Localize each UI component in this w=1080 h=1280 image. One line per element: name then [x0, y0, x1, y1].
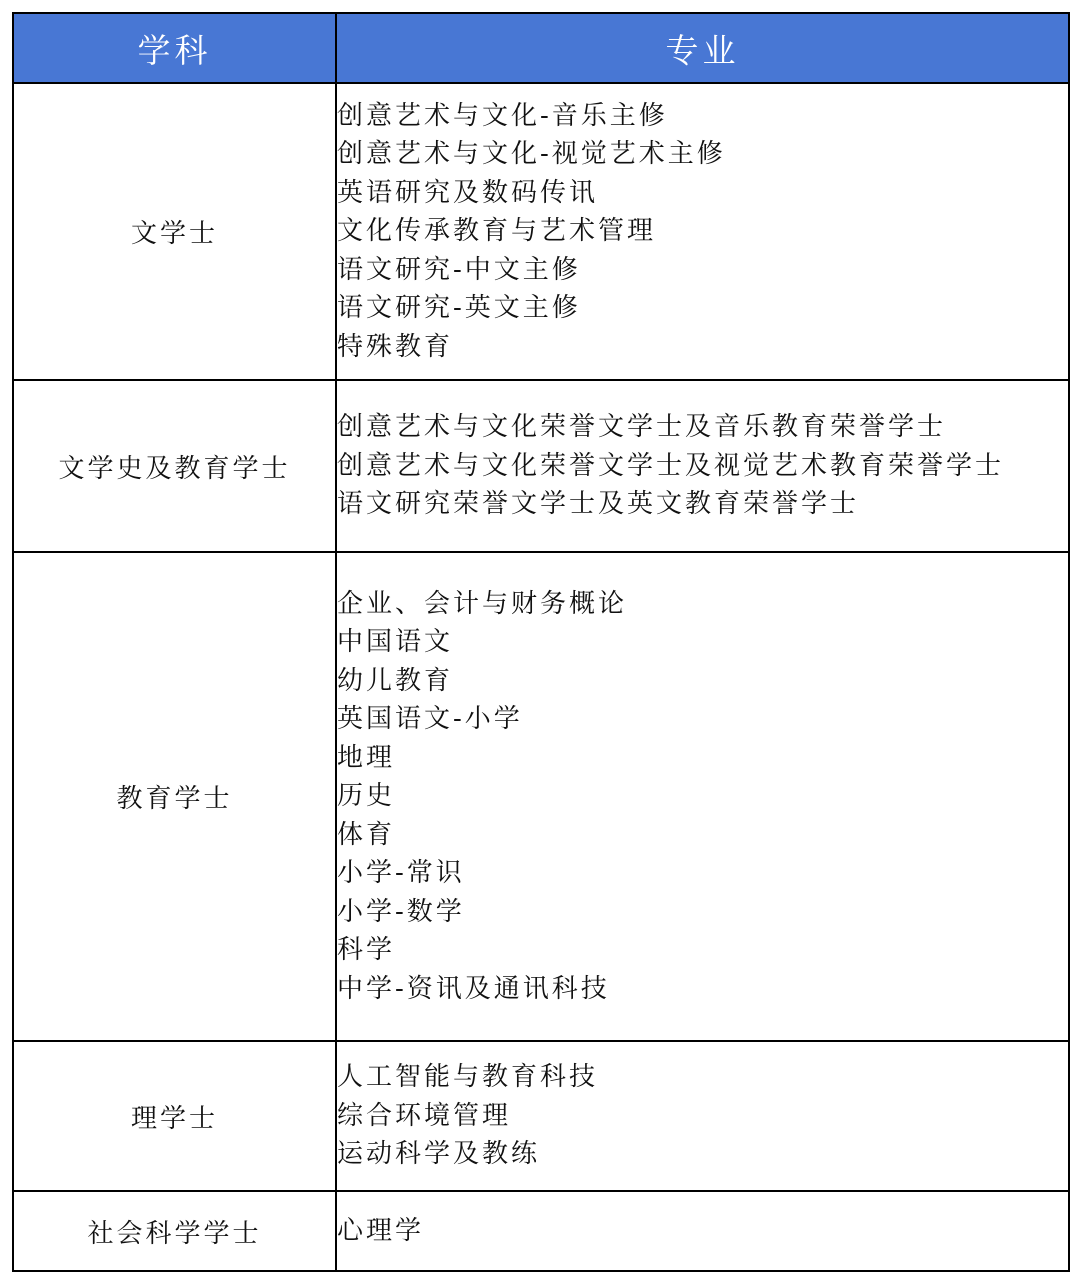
major-item: 心理学 [337, 1215, 425, 1246]
major-item: 历史 [337, 781, 396, 812]
major-cell [336, 1191, 1069, 1271]
header-subject: 学科 [13, 13, 336, 83]
major-item: 小学-常识 [337, 858, 465, 889]
major-list [337, 408, 1068, 524]
major-list [337, 1212, 1068, 1251]
subject-cell: 社会科学学士 [13, 1191, 336, 1271]
subject-cell: 文学史及教育学士 [13, 380, 336, 552]
major-list [337, 97, 1068, 367]
major-item: 创意艺术与文化-视觉艺术主修 [337, 139, 726, 170]
major-item: 综合环境管理 [337, 1100, 512, 1131]
major-item: 语文研究荣誉文学士及英文教育荣誉学士 [337, 489, 860, 520]
table-row-ba-bed [13, 380, 1069, 552]
table-row-ba [13, 83, 1069, 380]
major-cell [336, 83, 1069, 380]
major-item: 体育 [337, 819, 396, 850]
major-cell [336, 1041, 1069, 1191]
table-header-row [13, 13, 1069, 83]
major-item: 小学-数学 [337, 896, 465, 927]
header-major: 专业 [336, 13, 1069, 83]
major-item: 中学-资讯及通讯科技 [337, 973, 610, 1004]
major-item: 创意艺术与文化荣誉文学士及视觉艺术教育荣誉学士 [337, 450, 1005, 481]
major-cell [336, 380, 1069, 552]
table-row-bed [13, 552, 1069, 1041]
major-item: 科学 [337, 935, 396, 966]
major-cell [336, 552, 1069, 1041]
major-item: 创意艺术与文化荣誉文学士及音乐教育荣誉学士 [337, 412, 947, 443]
major-item: 地理 [337, 742, 396, 773]
major-item: 英语研究及数码传讯 [337, 177, 599, 208]
major-item: 创意艺术与文化-音乐主修 [337, 100, 668, 131]
major-item: 中国语文 [337, 627, 454, 658]
subject-cell: 文学士 [13, 83, 336, 380]
major-item: 幼儿教育 [337, 665, 454, 696]
table-row-bsocsc [13, 1191, 1069, 1271]
major-item: 企业、会计与财务概论 [337, 588, 628, 619]
major-list [337, 585, 1068, 1009]
major-item: 运动科学及教练 [337, 1139, 541, 1170]
major-item: 文化传承教育与艺术管理 [337, 216, 657, 247]
subject-cell: 教育学士 [13, 552, 336, 1041]
subject-cell: 理学士 [13, 1041, 336, 1191]
degree-major-table [12, 12, 1070, 1272]
major-item: 人工智能与教育科技 [337, 1062, 599, 1093]
major-item: 英国语文-小学 [337, 704, 523, 735]
table-row-bsc [13, 1041, 1069, 1191]
major-item: 语文研究-中文主修 [337, 254, 581, 285]
major-item: 语文研究-英文主修 [337, 293, 581, 324]
major-item: 特殊教育 [337, 331, 454, 362]
major-list [337, 1058, 1068, 1174]
